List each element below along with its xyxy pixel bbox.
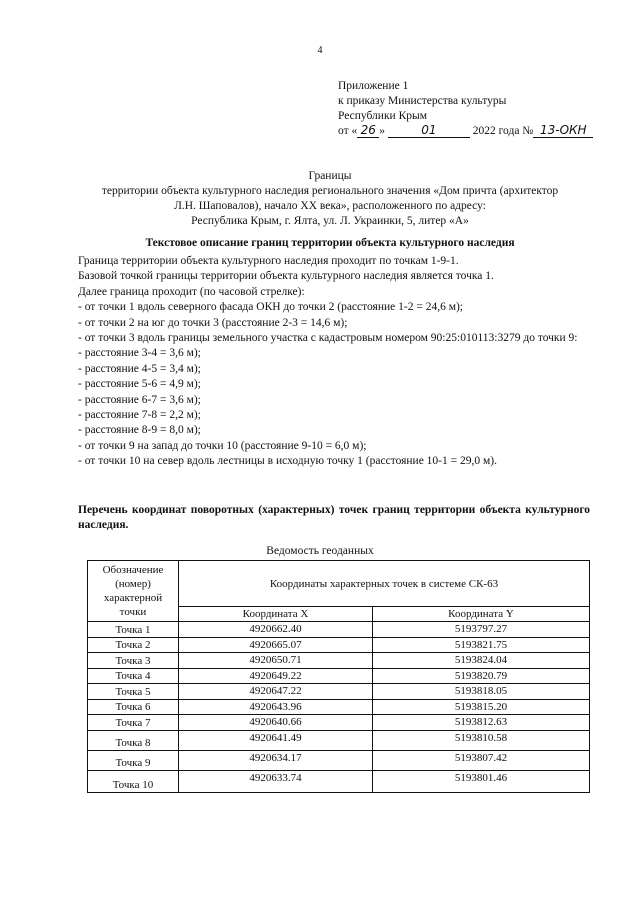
point-label: Точка 1 bbox=[88, 622, 179, 638]
point-label: Точка 3 bbox=[88, 653, 179, 669]
page-number: 4 bbox=[317, 45, 323, 56]
section-subheading: Текстовое описание границ территории объекта культурного наследия bbox=[145, 237, 515, 249]
table-row bbox=[88, 750, 590, 770]
table-row bbox=[88, 668, 590, 684]
table-row bbox=[88, 770, 590, 792]
coordinate-x: 4920647.22 bbox=[179, 684, 373, 700]
geodata-table bbox=[87, 560, 590, 793]
table-row bbox=[88, 715, 590, 731]
description-line: - от точки 10 на север вдоль лестницы в исходную точку 1 (расстояние 10-1 = 29,0 м). bbox=[78, 455, 497, 468]
description-line: - от точки 1 вдоль северного фасада ОКН до точки 2 (расстояние 1-2 = 24,6 м); bbox=[78, 301, 463, 314]
description-line: - от точки 9 на запад до точки 10 (расстояние 9-10 = 6,0 м); bbox=[78, 439, 367, 452]
point-label: Точка 9 bbox=[88, 750, 179, 770]
header-coordinates-system: Координаты характерных точек в системе СК-63 bbox=[179, 561, 590, 607]
document-title bbox=[70, 169, 590, 229]
coordinates-list-heading: Перечень координат поворотных (характерных) точек границ территории объекта культурного наследия. bbox=[78, 504, 590, 531]
table-row bbox=[88, 684, 590, 700]
coordinate-y: 5193810.58 bbox=[373, 730, 590, 750]
handwritten-month: 01 bbox=[388, 124, 470, 138]
description-line: - расстояние 5-6 = 4,9 м); bbox=[78, 378, 201, 391]
description-line: Базовой точкой границы территории объекта культурного наследия является точка 1. bbox=[78, 270, 494, 283]
point-label: Точка 10 bbox=[88, 770, 179, 792]
appendix-line-3: Республики Крым bbox=[338, 110, 427, 122]
boundary-description bbox=[78, 254, 600, 470]
title-heading: Границы bbox=[308, 170, 352, 182]
coordinate-y: 5193797.27 bbox=[373, 622, 590, 638]
description-line: - от точки 3 вдоль границы земельного участка с кадастровым номером 90:25:010113:3279 до точки 9: bbox=[78, 332, 578, 345]
description-line: - расстояние 8-9 = 8,0 м); bbox=[78, 424, 201, 437]
point-label: Точка 5 bbox=[88, 684, 179, 700]
table-row bbox=[88, 622, 590, 638]
description-line: - расстояние 3-4 = 3,6 м); bbox=[78, 347, 201, 360]
coordinate-x: 4920649.22 bbox=[179, 668, 373, 684]
point-label: Точка 7 bbox=[88, 715, 179, 731]
point-label: Точка 4 bbox=[88, 668, 179, 684]
year-text: 2022 года № bbox=[472, 125, 534, 137]
point-label: Точка 6 bbox=[88, 699, 179, 715]
coordinate-x: 4920643.96 bbox=[179, 699, 373, 715]
description-line: - расстояние 4-5 = 3,4 м); bbox=[78, 362, 201, 375]
title-line-2: Л.Н. Шаповалов), начало XX века», расположенного по адресу: bbox=[174, 200, 486, 212]
appendix-block bbox=[338, 79, 593, 139]
handwritten-order-number: 13-ОКН bbox=[533, 124, 593, 138]
coordinate-x: 4920641.49 bbox=[179, 730, 373, 750]
title-line-1: территории объекта культурного наследия регионального значения «Дом причта (архитектор bbox=[101, 185, 559, 197]
description-line: - расстояние 6-7 = 3,6 м); bbox=[78, 393, 201, 406]
handwritten-day: 26 bbox=[357, 124, 379, 138]
coordinate-x: 4920662.40 bbox=[179, 622, 373, 638]
table-row bbox=[88, 730, 590, 750]
coordinate-x: 4920650.71 bbox=[179, 653, 373, 669]
table-caption: Ведомость геоданных bbox=[266, 545, 374, 557]
coordinate-y: 5193801.46 bbox=[373, 770, 590, 792]
coordinate-y: 5193807.42 bbox=[373, 750, 590, 770]
description-line: Далее граница проходит (по часовой стрелке): bbox=[78, 285, 305, 298]
coordinate-y: 5193820.79 bbox=[373, 668, 590, 684]
table-row bbox=[88, 699, 590, 715]
coordinate-x: 4920633.74 bbox=[179, 770, 373, 792]
header-coordinate-y: Координата Y bbox=[373, 607, 590, 622]
point-label: Точка 8 bbox=[88, 730, 179, 750]
coordinate-x: 4920640.66 bbox=[179, 715, 373, 731]
coordinate-y: 5193818.05 bbox=[373, 684, 590, 700]
appendix-line-1: Приложение 1 bbox=[338, 80, 409, 92]
description-line: - расстояние 7-8 = 2,2 м); bbox=[78, 409, 201, 422]
date-prefix: от « bbox=[338, 125, 358, 137]
title-line-3: Республика Крым, г. Ялта, ул. Л. Украинки, 5, литер «А» bbox=[191, 215, 469, 227]
coordinate-x: 4920665.07 bbox=[179, 637, 373, 653]
appendix-line-2: к приказу Министерства культуры bbox=[338, 95, 507, 107]
appendix-date-line bbox=[338, 124, 593, 139]
header-coordinate-x: Координата X bbox=[179, 607, 373, 622]
description-line: Граница территории объекта культурного наследия проходит по точкам 1-9-1. bbox=[78, 255, 459, 267]
description-line: - от точки 2 на юг до точки 3 (расстояние 2-3 = 14,6 м); bbox=[78, 316, 348, 329]
coordinate-y: 5193812.63 bbox=[373, 715, 590, 731]
coordinate-y: 5193824.04 bbox=[373, 653, 590, 669]
header-point-designation: Обозначение (номер) характерной точки bbox=[88, 561, 179, 622]
coordinate-y: 5193815.20 bbox=[373, 699, 590, 715]
coordinate-y: 5193821.75 bbox=[373, 637, 590, 653]
date-day-close: » bbox=[379, 125, 385, 137]
point-label: Точка 2 bbox=[88, 637, 179, 653]
table-row bbox=[88, 637, 590, 653]
table-row bbox=[88, 653, 590, 669]
coordinate-x: 4920634.17 bbox=[179, 750, 373, 770]
